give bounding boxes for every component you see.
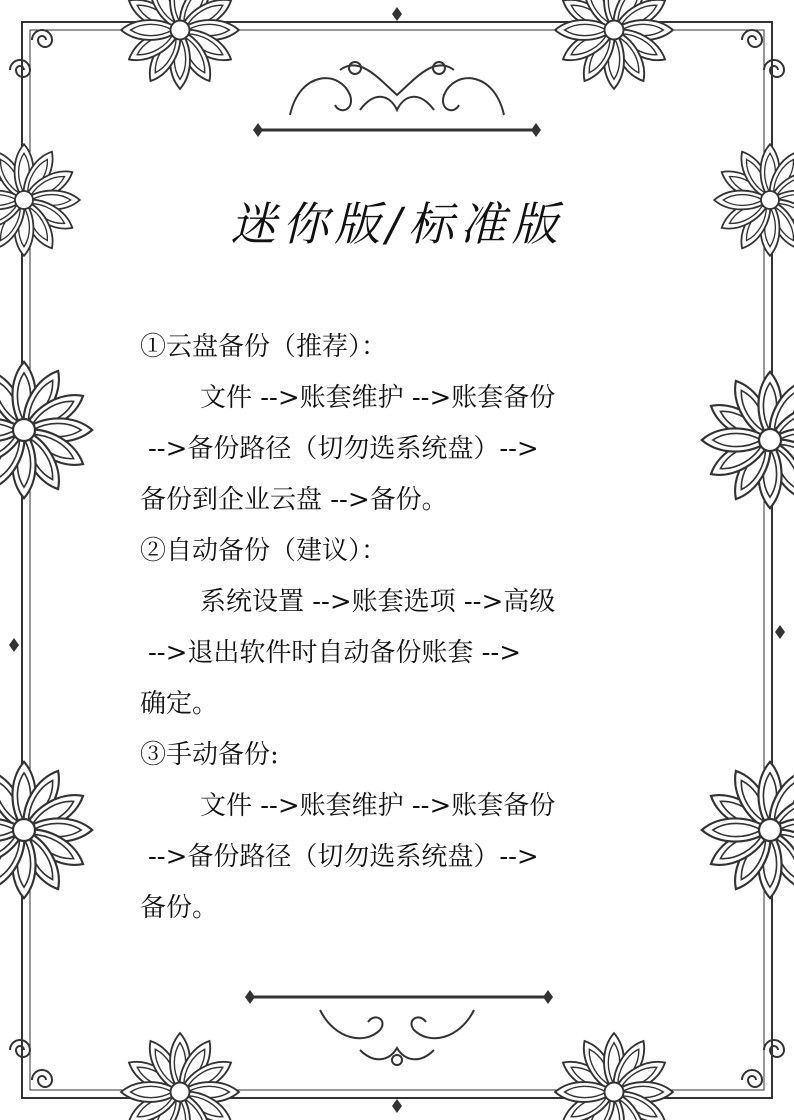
section-heading-auto-backup: ②自动备份（建议）： [140, 536, 388, 566]
instruction-line: 系统设置 -->账套选项 -->高级 [200, 587, 556, 617]
instruction-line: -->备份路径（切勿选系统盘）--> [148, 842, 539, 872]
page-title: 迷你版/标准版 [230, 197, 564, 251]
instruction-line: 确定。 [140, 689, 219, 719]
instruction-line: 备份到企业云盘 -->备份。 [140, 485, 448, 515]
instruction-line: 文件 -->账套维护 -->账套备份 [200, 383, 556, 413]
instruction-line: -->退出软件时自动备份账套 --> [148, 638, 521, 668]
instruction-line: 文件 -->账套维护 -->账套备份 [200, 791, 556, 821]
section-heading-manual-backup: ③手动备份: [140, 740, 279, 770]
backup-instructions [140, 322, 660, 934]
instruction-line: 备份。 [140, 893, 219, 923]
section-heading-cloud-backup: ①云盘备份（推荐）： [140, 332, 388, 362]
instruction-line: -->备份路径（切勿选系统盘）--> [148, 434, 539, 464]
